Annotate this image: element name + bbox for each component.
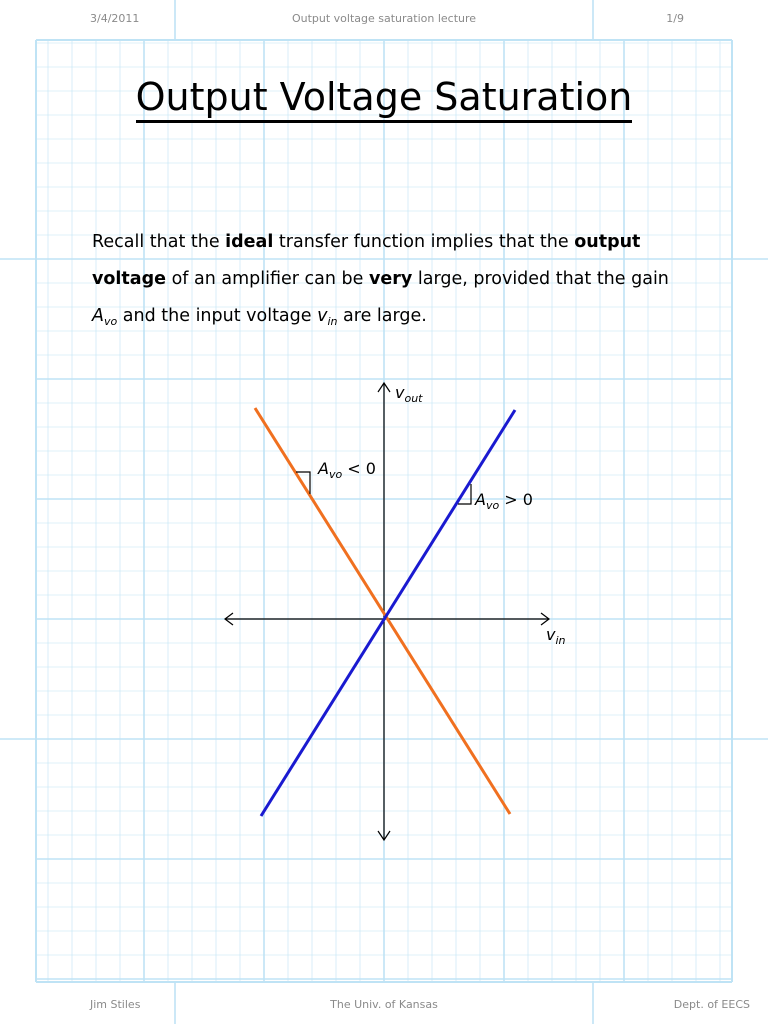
- intro-text-5: and the input voltage: [117, 306, 318, 326]
- ideal-emphasis: ideal: [225, 232, 274, 252]
- negative-gain-label: $A_{vo} < 0$: [318, 459, 376, 481]
- header-lecture-title: Output voltage saturation lecture: [291, 12, 477, 25]
- intro-text-1: Recall that the: [92, 232, 226, 252]
- positive-gain-label: $A_{vo} > 0$: [475, 490, 533, 512]
- header-date: 3/4/2011: [90, 12, 140, 25]
- page-title-text: Output Voltage Saturation: [136, 78, 633, 123]
- intro-text-4: large, provided that the gain: [412, 269, 669, 289]
- intro-text-3: of an amplifier can be: [166, 269, 369, 289]
- gain-subscript: vo: [103, 315, 118, 328]
- footer-university: The Univ. of Kansas: [330, 998, 438, 1011]
- intro-text-2: transfer function implies that the: [273, 232, 575, 252]
- input-voltage-subscript: in: [327, 315, 338, 328]
- x-axis-label: $v_{in}$: [546, 625, 566, 647]
- output-voltage-emphasis: output voltage: [92, 232, 641, 289]
- footer-department: Dept. of EECS: [673, 998, 750, 1011]
- negative-gain-line: [255, 408, 510, 814]
- footer-author: Jim Stiles: [90, 998, 141, 1011]
- intro-text-6: are large.: [337, 306, 427, 326]
- header-page-number: 1/9: [666, 12, 684, 25]
- gain-symbol: A: [92, 306, 104, 326]
- y-axis-label: $v_{out}$: [395, 383, 423, 405]
- positive-gain-line: [261, 410, 515, 816]
- input-voltage-symbol: v: [317, 306, 328, 326]
- positive-slope-marker: [458, 484, 471, 504]
- very-emphasis: very: [368, 269, 413, 289]
